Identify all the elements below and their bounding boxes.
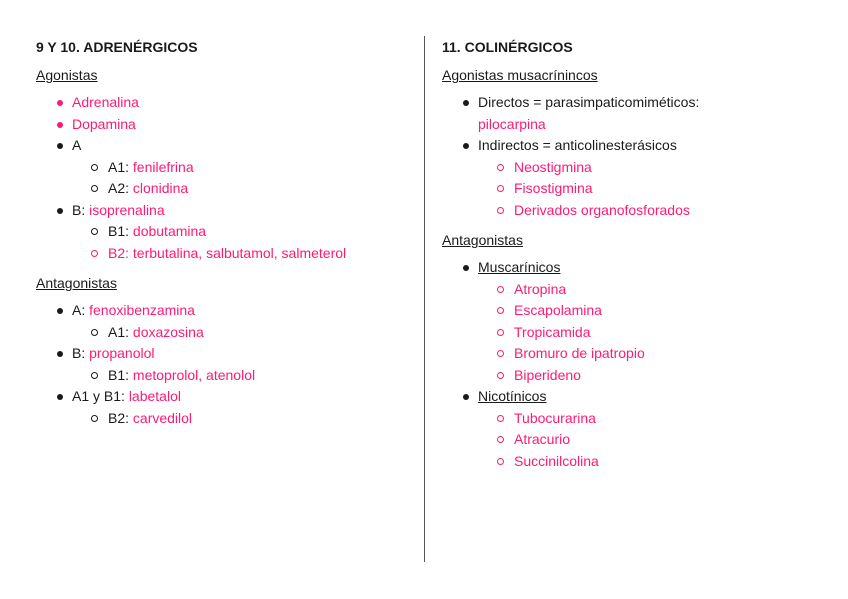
sub-list-item (36, 178, 416, 200)
item-label: B2: (108, 244, 133, 261)
circle-bullet-icon (497, 286, 504, 293)
item-label: A: (72, 302, 90, 318)
adrenergicos-antagonistas-heading: Antagonistas (36, 275, 117, 291)
colinergicos-title: 11. COLINÉRGICOS (442, 39, 573, 55)
drug-name: pilocarpina (478, 115, 546, 132)
sub-list-item (442, 429, 822, 451)
adrenergicos-agonistas-list (36, 92, 416, 264)
circle-bullet-icon (91, 228, 98, 235)
item-label: B2: (108, 409, 133, 426)
sub-list-item (442, 279, 822, 301)
item-label: A1 y B1: (72, 388, 129, 404)
colinergicos-agonistas-list (442, 92, 822, 221)
colinergicos-agonistas-heading: Agonistas musacrínincos (442, 67, 598, 83)
list-item (442, 386, 822, 408)
item-label: B: (72, 201, 90, 218)
drug-name: Escapolamina (514, 302, 602, 318)
circle-bullet-icon (497, 436, 504, 443)
circle-bullet-icon (497, 372, 504, 379)
sub-list-item (36, 408, 416, 430)
item-label: B1: (108, 366, 133, 383)
item-label: B1: (108, 223, 133, 239)
drug-name: fenilefrina (132, 158, 194, 175)
drug-name: Adrenalina (72, 94, 139, 110)
drug-name: Dopamina (72, 115, 136, 132)
list-item (442, 92, 822, 135)
circle-bullet-icon (497, 415, 504, 422)
list-item (36, 114, 416, 136)
circle-bullet-icon (497, 329, 504, 336)
sub-list-item (442, 365, 822, 387)
drug-name: carvedilol (132, 409, 193, 426)
bullet-icon (57, 100, 63, 106)
drug-name: Neostigmina (514, 158, 592, 175)
drug-name: labetalol (128, 388, 181, 404)
adrenergicos-title: 9 Y 10. ADRENÉRGICOS (36, 39, 198, 55)
circle-bullet-icon (91, 372, 98, 379)
circle-bullet-icon (91, 329, 98, 336)
sub-list-item (36, 243, 416, 265)
sub-list-item (442, 408, 822, 430)
item-label: Directos = parasimpaticomiméticos: (478, 94, 700, 110)
adrenergicos-antagonistas-list (36, 300, 416, 429)
list-item (36, 200, 416, 222)
adrenergicos-column (36, 38, 416, 429)
sub-list-item (36, 221, 416, 243)
item-label: B: (72, 345, 90, 361)
item-label: A1: (108, 323, 133, 340)
colinergicos-antagonistas-list (442, 257, 822, 472)
drug-name: Tropicamida (514, 323, 591, 340)
colinergicos-antagonistas-heading: Antagonistas (442, 232, 523, 248)
circle-bullet-icon (497, 164, 504, 171)
drug-name: fenoxibenzamina (89, 302, 195, 318)
list-item (36, 343, 416, 365)
drug-name: Bromuro de ipatropio (514, 345, 645, 361)
drug-name: dobutamina (132, 223, 207, 239)
item-label: A (72, 137, 82, 153)
bullet-icon (463, 394, 469, 400)
bullet-icon (57, 351, 63, 357)
drug-name: Derivados organofosforados (514, 201, 690, 218)
item-label: A2: (108, 180, 133, 196)
sub-list-item (36, 365, 416, 387)
bullet-icon (463, 143, 469, 149)
circle-bullet-icon (497, 350, 504, 357)
bullet-icon (57, 122, 63, 128)
drug-name: Tubocurarina (514, 409, 596, 426)
sub-list-item (36, 157, 416, 179)
circle-bullet-icon (91, 164, 98, 171)
bullet-icon (57, 394, 63, 400)
circle-bullet-icon (497, 207, 504, 214)
bullet-icon (57, 208, 63, 214)
sub-list-item (442, 300, 822, 322)
list-item (36, 135, 416, 157)
list-item (36, 386, 416, 408)
bullet-icon (57, 308, 63, 314)
sub-list-item (442, 343, 822, 365)
sub-list-item (442, 200, 822, 222)
drug-name: Succinilcolina (514, 452, 599, 469)
circle-bullet-icon (91, 185, 98, 192)
bullet-icon (57, 143, 63, 149)
adrenergicos-agonistas-heading: Agonistas (36, 67, 98, 83)
drug-name: clonidina (132, 180, 189, 196)
sub-list-item (36, 322, 416, 344)
drug-name: metoprolol, atenolol (132, 366, 256, 383)
sub-list-item (442, 178, 822, 200)
item-label: A1: (108, 158, 133, 175)
item-label: Muscarínicos (478, 259, 561, 275)
bullet-icon (463, 100, 469, 106)
list-item (36, 300, 416, 322)
drug-name: isoprenalina (89, 201, 165, 218)
bullet-icon (463, 265, 469, 271)
drug-name: terbutalina, salbutamol, salmeterol (132, 244, 347, 261)
sub-list-item (442, 451, 822, 473)
drug-name: Fisostigmina (514, 180, 593, 196)
drug-name: doxazosina (132, 323, 204, 340)
drug-name: Biperideno (514, 366, 581, 383)
circle-bullet-icon (497, 458, 504, 465)
sub-list-item (442, 157, 822, 179)
list-item (442, 135, 822, 157)
column-divider (424, 36, 425, 562)
drug-name: Atracurio (514, 431, 571, 447)
colinergicos-column (442, 38, 822, 472)
circle-bullet-icon (91, 415, 98, 422)
drug-name: propanolol (89, 345, 155, 361)
circle-bullet-icon (497, 185, 504, 192)
list-item (442, 257, 822, 279)
item-label: Nicotínicos (478, 388, 547, 404)
item-label: Indirectos = anticolinesterásicos (478, 137, 677, 153)
sub-list-item (442, 322, 822, 344)
circle-bullet-icon (91, 250, 98, 257)
drug-name: Atropina (514, 280, 567, 297)
list-item (36, 92, 416, 114)
circle-bullet-icon (497, 307, 504, 314)
